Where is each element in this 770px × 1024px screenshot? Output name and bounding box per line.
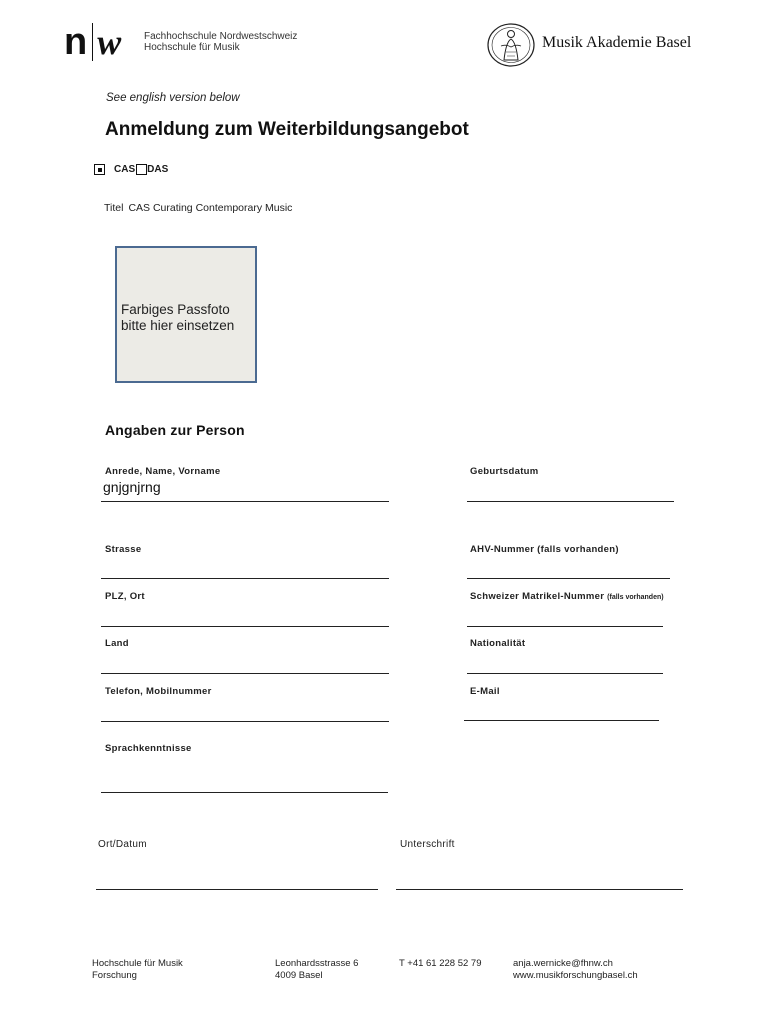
- fhnw-line1: Fachhochschule Nordwestschweiz: [144, 31, 298, 42]
- program-choice-row: [94, 164, 168, 175]
- phone-label: Telefon, Mobilnummer: [105, 686, 212, 697]
- footer-col1-line1: Hochschule für Musik: [92, 958, 183, 969]
- signature-label: Unterschrift: [400, 839, 455, 850]
- place-date-label: Ort/Datum: [98, 839, 147, 850]
- titel-row: [104, 202, 292, 214]
- footer-contact: [513, 958, 638, 982]
- cas-label: CAS: [114, 164, 136, 175]
- street-label: Strasse: [105, 544, 142, 555]
- footer-website[interactable]: www.musikforschungbasel.ch: [513, 970, 638, 981]
- languages-field-line[interactable]: [101, 792, 388, 793]
- footer-col2-line1: Leonhardsstrasse 6: [275, 958, 359, 969]
- plz-label: PLZ, Ort: [105, 591, 145, 602]
- titel-label: Titel: [104, 202, 124, 214]
- phone-field-line[interactable]: [101, 721, 389, 722]
- footer-col1-line2: Forschung: [92, 970, 137, 981]
- matrikel-label: [470, 591, 664, 602]
- matrikel-label-text: Schweizer Matrikel-Nummer: [470, 591, 605, 602]
- street-field-line[interactable]: [101, 578, 389, 579]
- birthdate-field-line[interactable]: [467, 501, 674, 502]
- ahv-field-line[interactable]: [467, 578, 670, 579]
- cas-checkbox[interactable]: [94, 164, 105, 175]
- titel-value[interactable]: CAS Curating Contemporary Music: [128, 202, 293, 214]
- email-label: E-Mail: [470, 686, 500, 697]
- country-field-line[interactable]: [101, 673, 389, 674]
- email-field-line[interactable]: [464, 720, 659, 721]
- section-title-person: Angaben zur Person: [105, 422, 245, 438]
- name-field-value[interactable]: gnjgnjrng: [103, 479, 161, 495]
- signature-line[interactable]: [396, 889, 683, 890]
- fhnw-line2: Hochschule für Musik: [144, 42, 240, 53]
- footer-institution: [92, 958, 183, 982]
- das-label: DAS: [147, 164, 169, 175]
- fhnw-institution-text: [144, 31, 297, 53]
- matrikel-label-note: (falls vorhanden): [607, 594, 664, 601]
- name-label: Anrede, Name, Vorname: [105, 466, 221, 477]
- musik-akademie-name: Musik Akademie Basel: [542, 34, 692, 51]
- nationality-field-line[interactable]: [467, 673, 663, 674]
- musik-akademie-emblem-icon: [486, 22, 536, 73]
- footer-email[interactable]: anja.wernicke@fhnw.ch: [513, 958, 613, 969]
- page-title: Anmeldung zum Weiterbildungsangebot: [105, 119, 469, 140]
- plz-field-line[interactable]: [101, 626, 389, 627]
- photo-text-line2: bitte hier einsetzen: [121, 318, 235, 333]
- das-checkbox[interactable]: [136, 164, 147, 175]
- nationality-label: Nationalität: [470, 638, 526, 649]
- footer-address: [275, 958, 358, 982]
- place-date-line[interactable]: [96, 889, 378, 890]
- country-label: Land: [105, 638, 129, 649]
- photo-text-line1: Farbiges Passfoto: [121, 302, 230, 317]
- photo-placeholder-text: [121, 302, 234, 334]
- birthdate-label: Geburtsdatum: [470, 466, 539, 477]
- name-field-line[interactable]: [101, 501, 389, 502]
- passport-photo-box[interactable]: [115, 246, 257, 383]
- footer-col2-line2: 4009 Basel: [275, 970, 323, 981]
- languages-label: Sprachkenntnisse: [105, 743, 192, 754]
- ahv-label: AHV-Nummer (falls vorhanden): [470, 544, 619, 555]
- footer-phone: T +41 61 228 52 79: [399, 958, 482, 969]
- fhnw-logo: n w: [64, 21, 122, 63]
- english-version-note: See english version below: [106, 92, 240, 104]
- matrikel-field-line[interactable]: [467, 626, 663, 627]
